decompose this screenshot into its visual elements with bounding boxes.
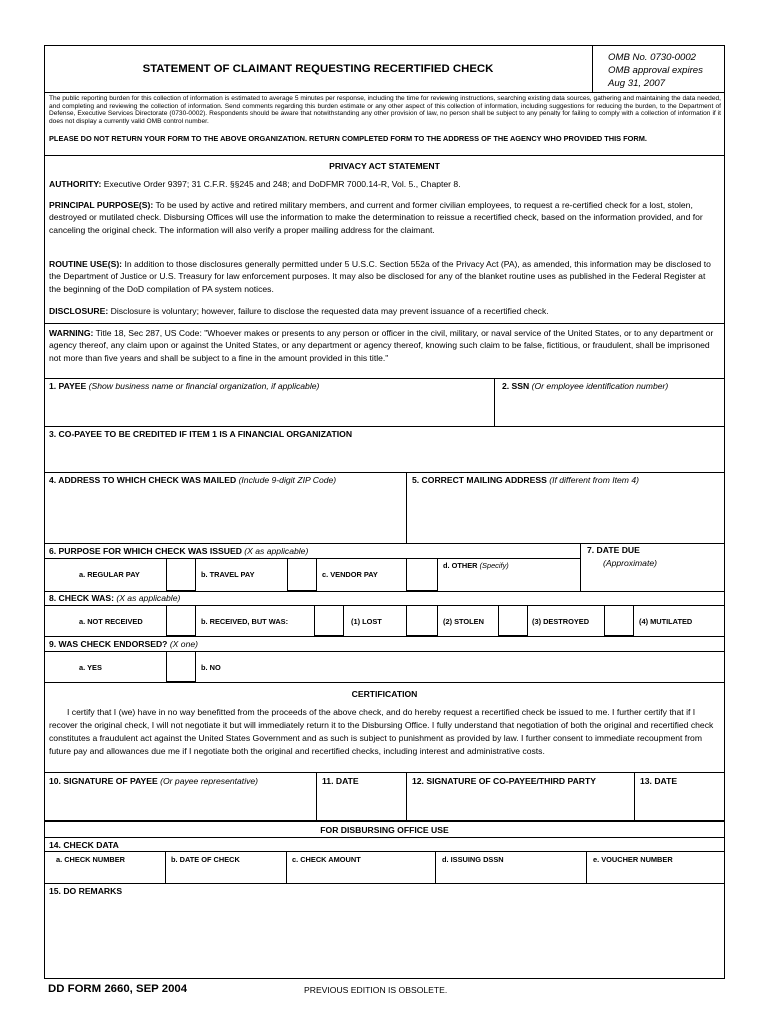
date-due-hint: (Approximate) [603, 558, 657, 568]
destroyed-checkbox[interactable] [604, 605, 634, 636]
rule [44, 636, 725, 637]
omb-date: Aug 31, 2007 [608, 78, 666, 89]
travel-pay-checkbox[interactable] [287, 558, 317, 591]
remarks-field[interactable] [46, 898, 723, 976]
rule [44, 591, 725, 592]
copayee-date-field[interactable] [637, 788, 723, 818]
voucher-number-label: e. VOUCHER NUMBER [593, 855, 673, 864]
col-divider [586, 851, 587, 883]
not-received-checkbox[interactable] [166, 605, 196, 636]
certification-text: I certify that I (we) have in no way benefitted from the proceeds of the above check, and do hereby request a recertified check be issued to me. I further certify that if I recover the original check, I will not negotiate it but will immediately return it to the Disbursing Office. I fully understand that negotiation of both the original and recertified check constitutes a fraudulent act against the United States Government and as such is subject to punishment as provided by law. I further consent to immediate recoupment from future pay and allowances due me if I negotiate both the original and recertified checks, including interest and administrative costs. [49, 707, 714, 756]
check-amount-label: c. CHECK AMOUNT [292, 855, 361, 864]
destroyed-label: (3) DESTROYED [532, 617, 590, 626]
payee-signature-field[interactable] [46, 788, 314, 818]
col-divider [634, 772, 635, 820]
date-due-field[interactable] [583, 570, 723, 590]
endorsed-yes-label: a. YES [79, 663, 102, 672]
col-divider [580, 543, 581, 591]
travel-pay-label: b. TRAVEL PAY [201, 570, 255, 579]
issuing-dssn-label: d. ISSUING DSSN [442, 855, 504, 864]
warning-paragraph [49, 327, 719, 364]
copayee-signature-field[interactable] [409, 788, 633, 818]
item-15-remarks-label: 15. DO REMARKS [49, 886, 123, 896]
disbursing-heading: FOR DISBURSING OFFICE USE [320, 825, 449, 835]
received-but-was-label: b. RECEIVED, BUT WAS: [201, 617, 289, 626]
routine-label: ROUTINE USE(S): [49, 259, 123, 269]
item-6-purpose-label: 6. PURPOSE FOR WHICH CHECK WAS ISSUED (X as applicable) [49, 546, 309, 556]
item-11-date-label: 11. DATE [322, 776, 359, 786]
item-5-correct-address-label: 5. CORRECT MAILING ADDRESS (If different from Item 4) [412, 475, 639, 485]
item-1-payee-label: 1. PAYEE (Show business name or financial organization, if applicable) [49, 381, 320, 391]
heavy-rule [44, 820, 725, 822]
item-2-ssn-label: 2. SSN (Or employee identification number) [502, 381, 669, 391]
rule [44, 92, 725, 93]
burden-notice: The public reporting burden for this collection of information is estimated to average 5 minutes per response, including the time for reviewing instructions, searching existing data sources, gathering and maintaining the data needed, and completing and reviewing the collection of information. Send comments regarding this burden estimate or any other aspect of this collection of information, including suggestions for reducing the burden, to the Department of Defense, Executive Services Directorate (0730-0002). Respondents should be aware that notwithstanding any other provision of law, no person shall be subject to any penalty for failing to comply with a collection of information if it does not display a currently valid OMB control number. [49, 95, 721, 125]
col-divider [165, 851, 166, 883]
purpose-paragraph [49, 199, 719, 236]
form-id: DD FORM 2660, SEP 2004 [48, 983, 188, 995]
form-title: STATEMENT OF CLAIMANT REQUESTING RECERTIFIED CHECK [142, 63, 494, 75]
col-divider [406, 472, 407, 543]
disclosure-paragraph [49, 305, 719, 317]
date-of-check-label: b. DATE OF CHECK [171, 855, 240, 864]
warning-label: WARNING: [49, 328, 94, 338]
copayee-field[interactable] [46, 440, 723, 470]
other-purpose-label: d. OTHER (Specify) [443, 561, 509, 570]
authority-label: AUTHORITY: [49, 179, 102, 189]
privacy-heading: PRIVACY ACT STATEMENT [329, 161, 440, 171]
correct-address-field[interactable] [409, 487, 723, 541]
item-4-address-label: 4. ADDRESS TO WHICH CHECK WAS MAILED (Include 9-digit ZIP Code) [49, 475, 337, 485]
rule [44, 155, 725, 156]
rule [44, 883, 725, 884]
item-12-copayee-signature-label: 12. SIGNATURE OF CO-PAYEE/THIRD PARTY [412, 776, 596, 786]
header-divider-vertical [592, 45, 593, 92]
col-divider [406, 772, 407, 820]
regular-pay-checkbox[interactable] [166, 558, 196, 591]
routine-paragraph [49, 258, 719, 295]
check-amount-field[interactable] [288, 866, 434, 882]
rule [44, 682, 725, 683]
item-8-check-was-label: 8. CHECK WAS: (X as applicable) [49, 593, 181, 603]
issuing-dssn-field[interactable] [437, 866, 585, 882]
mailed-address-field[interactable] [46, 487, 404, 541]
received-but-was-checkbox[interactable] [314, 605, 344, 636]
lost-label: (1) LOST [351, 617, 382, 626]
payee-date-field[interactable] [319, 788, 404, 818]
disclosure-label: DISCLOSURE: [49, 306, 109, 316]
not-received-label: a. NOT RECEIVED [79, 617, 143, 626]
payee-field[interactable] [46, 392, 492, 425]
authority-text: Executive Order 9397; 31 C.F.R. §§245 and 248; and DoDFMR 7000.14-R, Vol. 5., Chapter 8. [103, 179, 461, 189]
purpose-text: To be used by active and retired military members, and current and former civilian employees, to request a re-certified check for a lost, stolen, destroyed or mutilated check. Disbursing Offices will use the information to make the determination to reissue a recertified check, based on the information provided, and for canceling the original check. The information will also verify a proper mailing address for the claimant. [49, 200, 703, 235]
mutilated-label: (4) MUTILATED [639, 617, 693, 626]
edition-note: PREVIOUS EDITION IS OBSOLETE. [304, 985, 448, 995]
item-7-date-due-label: 7. DATE DUE [587, 545, 640, 555]
endorsed-yes-checkbox[interactable] [166, 651, 196, 682]
disclosure-text: Disclosure is voluntary; however, failure to disclose the requested data may prevent issuance of a recertified check. [110, 306, 549, 316]
check-number-label: a. CHECK NUMBER [56, 855, 125, 864]
ssn-field[interactable] [497, 392, 723, 425]
purpose-label: PRINCIPAL PURPOSE(S): [49, 200, 154, 210]
authority-paragraph [49, 178, 719, 190]
endorsed-no-label: b. NO [201, 663, 221, 672]
rule [44, 378, 725, 379]
regular-pay-label: a. REGULAR PAY [79, 570, 140, 579]
return-notice: PLEASE DO NOT RETURN YOUR FORM TO THE ABOVE ORGANIZATION. RETURN COMPLETED FORM TO THE ADDRESS OF THE AGENCY WHO PROVIDED THIS FORM. [49, 134, 647, 143]
lost-checkbox[interactable] [406, 605, 438, 636]
rule [44, 426, 725, 427]
rule [44, 472, 725, 473]
vendor-pay-label: c. VENDOR PAY [322, 570, 378, 579]
other-purpose-field[interactable] [440, 572, 578, 590]
rule [44, 651, 725, 652]
item-14-check-data-label: 14. CHECK DATA [49, 840, 119, 850]
rule [44, 772, 725, 773]
stolen-checkbox[interactable] [498, 605, 528, 636]
item-9-endorsed-label: 9. WAS CHECK ENDORSED? (X one) [49, 639, 198, 649]
item-13-date-label: 13. DATE [640, 776, 678, 786]
col-divider [494, 378, 495, 426]
warning-text: Title 18, Sec 287, US Code: "Whoever makes or presents to any person or officer in the civil, military, or naval service of the United States, or to any department or agency thereof, any claim upon or against the United States, or any department or agency thereof, knowing such claim to be false, fictitious, or fraudulent, shall be imprisoned not more than five years and shall be subject to a fine in the amount provided in this title." [49, 328, 714, 363]
date-of-check-field[interactable] [167, 866, 285, 882]
rule [44, 323, 725, 324]
certification-heading: CERTIFICATION [351, 689, 418, 699]
item-10-signature-label: 10. SIGNATURE OF PAYEE (Or payee representative) [49, 776, 259, 786]
item-3-copayee-label: 3. CO-PAYEE TO BE CREDITED IF ITEM 1 IS A FINANCIAL ORGANIZATION [49, 429, 353, 439]
routine-text: In addition to those disclosures generally permitted under 5 U.S.C. Section 552a of the Privacy Act (PA), as amended, this information may be disclosed to the Department of Justice or U.S. Treasury for law enforcement purposes. It may also be disclosed for any of the blanket routine uses as published in the Federal Register at the beginning of the DoD compilation of PA system notices. [49, 259, 711, 294]
col-divider [286, 851, 287, 883]
omb-approval: OMB approval expires [608, 65, 703, 76]
col-divider [316, 772, 317, 820]
other-purpose-checkbox[interactable] [406, 558, 438, 591]
rule [44, 543, 725, 544]
rule [44, 837, 725, 838]
voucher-number-field[interactable] [588, 866, 723, 882]
rule [44, 851, 725, 852]
omb-number: OMB No. 0730-0002 [608, 52, 696, 63]
check-number-field[interactable] [46, 866, 164, 882]
col-divider [435, 851, 436, 883]
stolen-label: (2) STOLEN [443, 617, 484, 626]
